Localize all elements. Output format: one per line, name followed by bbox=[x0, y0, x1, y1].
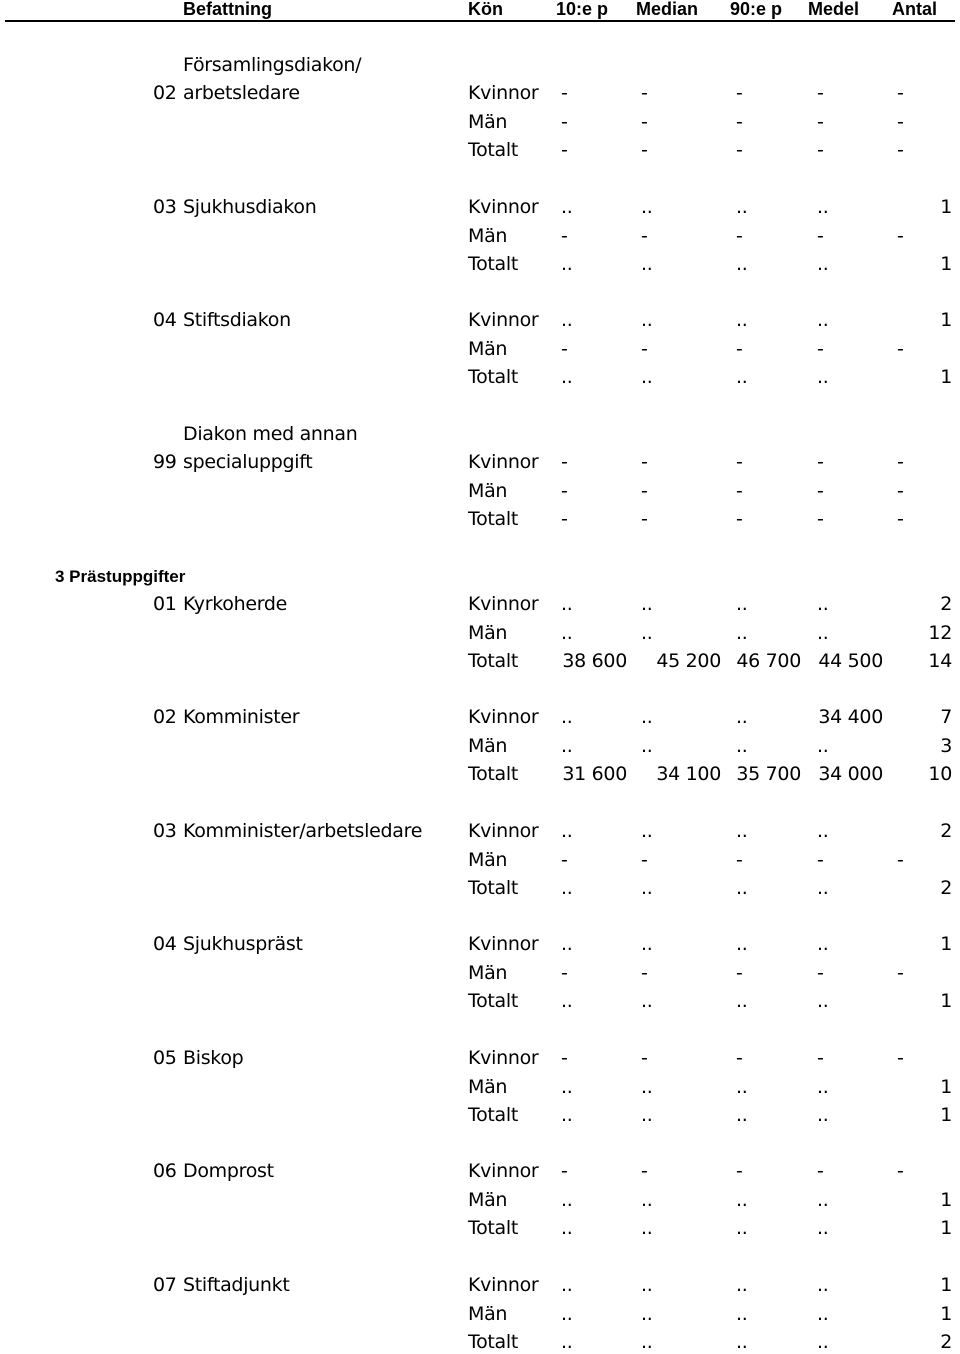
cell-p10: .. bbox=[561, 1188, 573, 1211]
cell-p90: .. bbox=[736, 706, 748, 728]
cell-median: .. bbox=[641, 1075, 653, 1098]
row-gender: Män bbox=[468, 337, 508, 360]
row-gender: Kvinnor bbox=[468, 593, 539, 615]
cell-antal: 3 bbox=[940, 734, 952, 757]
cell-median: - bbox=[641, 337, 648, 360]
cell-p90: - bbox=[736, 848, 743, 871]
cell-antal: - bbox=[897, 961, 904, 984]
cell-medel: .. bbox=[817, 877, 829, 899]
cell-medel: .. bbox=[817, 990, 829, 1012]
cell-median: .. bbox=[641, 196, 653, 218]
cell-median: .. bbox=[641, 253, 653, 275]
cell-p10: - bbox=[561, 479, 568, 502]
position-code: 06 bbox=[153, 1160, 177, 1182]
cell-antal: - bbox=[897, 1160, 904, 1182]
cell-antal: 2 bbox=[940, 877, 952, 899]
cell-medel: .. bbox=[817, 1188, 829, 1211]
cell-median: - bbox=[641, 224, 648, 247]
cell-median: .. bbox=[641, 1104, 653, 1126]
row-gender: Kvinnor bbox=[468, 1274, 539, 1296]
cell-p10: .. bbox=[561, 593, 573, 615]
cell-median: - bbox=[641, 110, 648, 133]
position-code: 01 bbox=[153, 593, 177, 615]
cell-p90: .. bbox=[736, 366, 748, 388]
cell-antal: - bbox=[897, 848, 904, 871]
position-name: Stiftsdiakon bbox=[183, 309, 291, 331]
cell-median: - bbox=[641, 139, 648, 161]
cell-p90: .. bbox=[736, 1302, 748, 1325]
col-p90: 90:e p bbox=[730, 0, 783, 19]
cell-p10: .. bbox=[561, 1104, 573, 1126]
cell-p90: - bbox=[736, 451, 743, 473]
cell-p10: .. bbox=[561, 877, 573, 899]
cell-median: .. bbox=[641, 309, 653, 331]
cell-p10: - bbox=[561, 451, 568, 473]
cell-median: .. bbox=[641, 820, 653, 842]
position-code: 02 bbox=[153, 706, 177, 728]
cell-medel: - bbox=[817, 848, 824, 871]
cell-medel: - bbox=[817, 110, 824, 133]
position-name: Komminister bbox=[183, 706, 300, 728]
cell-medel: .. bbox=[817, 366, 829, 388]
cell-medel: - bbox=[817, 337, 824, 360]
cell-median: .. bbox=[641, 1302, 653, 1325]
cell-median: .. bbox=[641, 990, 653, 1012]
cell-medel: .. bbox=[817, 1274, 829, 1296]
cell-p90: .. bbox=[736, 990, 748, 1012]
position-code: 04 bbox=[153, 309, 177, 331]
cell-antal: 1 bbox=[940, 253, 952, 275]
cell-antal: - bbox=[897, 110, 904, 133]
cell-medel: .. bbox=[817, 309, 829, 331]
row-gender: Kvinnor bbox=[468, 309, 539, 331]
cell-p90: .. bbox=[736, 1274, 748, 1296]
cell-antal: 14 bbox=[928, 650, 952, 672]
cell-median: .. bbox=[641, 877, 653, 899]
cell-medel: - bbox=[817, 508, 824, 530]
position-name: arbetsledare bbox=[183, 82, 300, 104]
cell-medel: .. bbox=[817, 1075, 829, 1098]
cell-p10: .. bbox=[561, 1274, 573, 1296]
cell-median: - bbox=[641, 479, 648, 502]
cell-antal: 2 bbox=[940, 820, 952, 842]
cell-antal: 1 bbox=[940, 990, 952, 1012]
position-code: 99 bbox=[153, 451, 177, 473]
row-gender: Totalt bbox=[468, 990, 519, 1012]
cell-p10: .. bbox=[561, 1331, 573, 1353]
cell-medel: .. bbox=[817, 933, 829, 955]
cell-medel: .. bbox=[817, 253, 829, 275]
cell-antal: 10 bbox=[928, 763, 952, 785]
cell-antal: - bbox=[897, 451, 904, 473]
row-gender: Totalt bbox=[468, 650, 519, 672]
cell-median: .. bbox=[641, 1274, 653, 1296]
cell-p90: .. bbox=[736, 820, 748, 842]
row-gender: Totalt bbox=[468, 139, 519, 161]
cell-p90: .. bbox=[736, 877, 748, 899]
position-name: Komminister/arbetsledare bbox=[183, 820, 423, 842]
cell-p90: .. bbox=[736, 593, 748, 615]
cell-p90: - bbox=[736, 1047, 743, 1069]
col-median: Median bbox=[636, 0, 699, 19]
cell-p10: 38 600 bbox=[562, 650, 627, 672]
cell-median: - bbox=[641, 451, 648, 473]
row-gender: Totalt bbox=[468, 508, 519, 530]
cell-medel: - bbox=[817, 139, 824, 161]
cell-antal: 1 bbox=[940, 366, 952, 388]
cell-antal: 1 bbox=[940, 196, 952, 218]
cell-median: .. bbox=[641, 366, 653, 388]
cell-medel: - bbox=[817, 82, 824, 104]
cell-antal: 2 bbox=[940, 1331, 952, 1353]
cell-median: - bbox=[641, 1047, 648, 1069]
cell-p90: - bbox=[736, 479, 743, 502]
header-rule bbox=[5, 20, 955, 22]
cell-antal: 1 bbox=[940, 1075, 952, 1098]
position-name-line1: Församlingsdiakon/ bbox=[183, 54, 362, 76]
cell-p90: .. bbox=[736, 734, 748, 757]
cell-median: .. bbox=[641, 706, 653, 728]
cell-median: .. bbox=[641, 734, 653, 757]
cell-medel: .. bbox=[817, 593, 829, 615]
cell-p90: 46 700 bbox=[736, 650, 801, 672]
cell-p10: - bbox=[561, 110, 568, 133]
cell-antal: - bbox=[897, 508, 904, 530]
cell-p10: - bbox=[561, 224, 568, 247]
cell-antal: 1 bbox=[940, 1302, 952, 1325]
cell-p90: .. bbox=[736, 196, 748, 218]
cell-medel: .. bbox=[817, 196, 829, 218]
cell-p10: - bbox=[561, 1047, 568, 1069]
row-gender: Totalt bbox=[468, 253, 519, 275]
cell-p10: .. bbox=[561, 820, 573, 842]
cell-p90: .. bbox=[736, 621, 748, 644]
position-name-line1: Diakon med annan bbox=[183, 423, 358, 445]
row-gender: Totalt bbox=[468, 1104, 519, 1126]
cell-p90: - bbox=[736, 224, 743, 247]
cell-p10: .. bbox=[561, 706, 573, 728]
position-code: 03 bbox=[153, 820, 177, 842]
cell-median: .. bbox=[641, 1331, 653, 1353]
cell-p90: - bbox=[736, 139, 743, 161]
cell-antal: 1 bbox=[940, 1274, 952, 1296]
cell-antal: - bbox=[897, 337, 904, 360]
cell-median: - bbox=[641, 1160, 648, 1182]
cell-medel: - bbox=[817, 224, 824, 247]
cell-p90: .. bbox=[736, 1331, 748, 1353]
cell-p10: .. bbox=[561, 309, 573, 331]
cell-median: .. bbox=[641, 1217, 653, 1239]
cell-p10: .. bbox=[561, 196, 573, 218]
row-gender: Män bbox=[468, 110, 508, 133]
cell-p10: .. bbox=[561, 621, 573, 644]
cell-p90: - bbox=[736, 961, 743, 984]
cell-median: .. bbox=[641, 621, 653, 644]
cell-median: 45 200 bbox=[656, 650, 721, 672]
cell-medel: .. bbox=[817, 820, 829, 842]
cell-medel: 44 500 bbox=[818, 650, 883, 672]
cell-median: - bbox=[641, 961, 648, 984]
cell-p10: - bbox=[561, 82, 568, 104]
cell-p90: .. bbox=[736, 933, 748, 955]
cell-p10: - bbox=[561, 848, 568, 871]
cell-p10: .. bbox=[561, 1075, 573, 1098]
position-code: 03 bbox=[153, 196, 177, 218]
col-p10: 10:e p bbox=[556, 0, 609, 19]
row-gender: Män bbox=[468, 224, 508, 247]
cell-medel: - bbox=[817, 1160, 824, 1182]
cell-p90: 35 700 bbox=[736, 763, 801, 785]
cell-p90: - bbox=[736, 1160, 743, 1182]
cell-p90: - bbox=[736, 337, 743, 360]
cell-p90: .. bbox=[736, 1104, 748, 1126]
row-gender: Kvinnor bbox=[468, 1160, 539, 1182]
position-name: Stiftadjunkt bbox=[183, 1274, 290, 1296]
position-name: Sjukhusdiakon bbox=[183, 196, 317, 218]
row-gender: Kvinnor bbox=[468, 820, 539, 842]
cell-p10: - bbox=[561, 961, 568, 984]
cell-p10: - bbox=[561, 337, 568, 360]
cell-p90: .. bbox=[736, 1188, 748, 1211]
cell-p10: - bbox=[561, 139, 568, 161]
position-code: 04 bbox=[153, 933, 177, 955]
row-gender: Totalt bbox=[468, 1217, 519, 1239]
position-name: Domprost bbox=[183, 1160, 274, 1182]
col-kon: Kön bbox=[468, 0, 503, 19]
cell-antal: 1 bbox=[940, 1188, 952, 1211]
row-gender: Män bbox=[468, 848, 508, 871]
row-gender: Män bbox=[468, 1075, 508, 1098]
cell-medel: .. bbox=[817, 1104, 829, 1126]
cell-p10: - bbox=[561, 508, 568, 530]
cell-medel: 34 400 bbox=[818, 706, 883, 728]
cell-medel: .. bbox=[817, 1217, 829, 1239]
cell-antal: - bbox=[897, 82, 904, 104]
cell-median: - bbox=[641, 508, 648, 530]
cell-antal: - bbox=[897, 479, 904, 502]
cell-antal: 7 bbox=[940, 706, 952, 728]
cell-antal: 1 bbox=[940, 1104, 952, 1126]
table-header bbox=[0, 0, 960, 24]
cell-medel: .. bbox=[817, 734, 829, 757]
cell-medel: - bbox=[817, 1047, 824, 1069]
row-gender: Män bbox=[468, 479, 508, 502]
position-name: Sjukhuspräst bbox=[183, 933, 303, 955]
cell-p10: .. bbox=[561, 1217, 573, 1239]
cell-medel: .. bbox=[817, 1302, 829, 1325]
position-name: Biskop bbox=[183, 1047, 244, 1069]
cell-antal: 1 bbox=[940, 309, 952, 331]
cell-p10: 31 600 bbox=[562, 763, 627, 785]
row-gender: Kvinnor bbox=[468, 1047, 539, 1069]
cell-medel: .. bbox=[817, 1331, 829, 1353]
row-gender: Kvinnor bbox=[468, 196, 539, 218]
cell-median: 34 100 bbox=[656, 763, 721, 785]
position-code: 02 bbox=[153, 82, 177, 104]
row-gender: Kvinnor bbox=[468, 82, 539, 104]
cell-p10: .. bbox=[561, 1302, 573, 1325]
cell-antal: 1 bbox=[940, 933, 952, 955]
position-code: 07 bbox=[153, 1274, 177, 1296]
cell-median: .. bbox=[641, 593, 653, 615]
cell-median: - bbox=[641, 82, 648, 104]
cell-p10: .. bbox=[561, 933, 573, 955]
cell-p90: - bbox=[736, 508, 743, 530]
row-gender: Män bbox=[468, 961, 508, 984]
row-gender: Män bbox=[468, 734, 508, 757]
position-code: 05 bbox=[153, 1047, 177, 1069]
col-antal: Antal bbox=[892, 0, 937, 19]
row-gender: Kvinnor bbox=[468, 451, 539, 473]
row-gender: Totalt bbox=[468, 877, 519, 899]
cell-p90: - bbox=[736, 110, 743, 133]
cell-medel: - bbox=[817, 451, 824, 473]
row-gender: Män bbox=[468, 1302, 508, 1325]
cell-p10: .. bbox=[561, 253, 573, 275]
position-name: Kyrkoherde bbox=[183, 593, 288, 615]
cell-median: - bbox=[641, 848, 648, 871]
cell-p90: .. bbox=[736, 1217, 748, 1239]
cell-median: .. bbox=[641, 933, 653, 955]
col-befattning: Befattning bbox=[183, 0, 272, 19]
row-gender: Män bbox=[468, 1188, 508, 1211]
row-gender: Kvinnor bbox=[468, 706, 539, 728]
cell-p90: - bbox=[736, 82, 743, 104]
cell-antal: 12 bbox=[928, 621, 952, 644]
cell-antal: - bbox=[897, 1047, 904, 1069]
cell-p10: .. bbox=[561, 734, 573, 757]
cell-p90: .. bbox=[736, 309, 748, 331]
cell-antal: 2 bbox=[940, 593, 952, 615]
col-medel: Medel bbox=[808, 0, 860, 19]
row-gender: Kvinnor bbox=[468, 933, 539, 955]
cell-median: .. bbox=[641, 1188, 653, 1211]
cell-p10: - bbox=[561, 1160, 568, 1182]
cell-p90: .. bbox=[736, 253, 748, 275]
position-name: specialuppgift bbox=[183, 451, 313, 473]
cell-medel: 34 000 bbox=[818, 763, 883, 785]
cell-p90: .. bbox=[736, 1075, 748, 1098]
cell-antal: 1 bbox=[940, 1217, 952, 1239]
cell-medel: .. bbox=[817, 621, 829, 644]
row-gender: Totalt bbox=[468, 1331, 519, 1353]
cell-medel: - bbox=[817, 479, 824, 502]
row-gender: Totalt bbox=[468, 763, 519, 785]
row-gender: Totalt bbox=[468, 366, 519, 388]
section-title: 3 Prästuppgifter bbox=[55, 567, 186, 586]
cell-p10: .. bbox=[561, 366, 573, 388]
cell-medel: - bbox=[817, 961, 824, 984]
row-gender: Män bbox=[468, 621, 508, 644]
cell-p10: .. bbox=[561, 990, 573, 1012]
cell-antal: - bbox=[897, 139, 904, 161]
cell-antal: - bbox=[897, 224, 904, 247]
